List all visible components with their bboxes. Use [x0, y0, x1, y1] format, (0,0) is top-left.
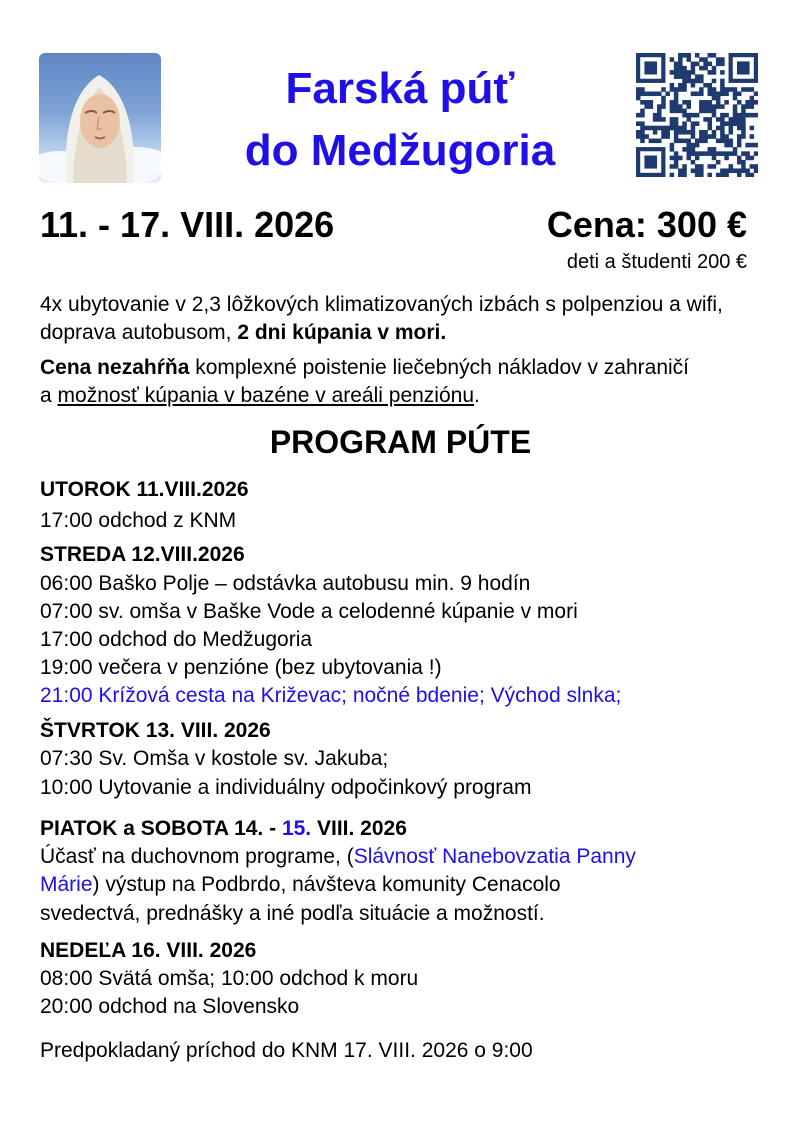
program-line: 17:00 odchod do Medžugoria: [40, 628, 313, 651]
excludes-suffix: .: [474, 384, 480, 407]
program-line: 07:00 sv. omša v Baške Vode a celodenné kúpanie v mori: [40, 600, 578, 623]
excludes-underlined: možnosť kúpania v bazéne v areáli penziónu: [57, 384, 475, 407]
program-line: 20:00 odchod na Slovensko: [40, 995, 300, 1018]
line-prefix: Účasť na duchovnom programe, (: [40, 845, 354, 868]
accommodation-bold: 2 dni kúpania v mori.: [237, 321, 447, 344]
line-suffix: ) výstup na Podbrdo, návšteva komunity Cenacolo: [92, 873, 561, 896]
heading-prefix: PIATOK a SOBOTA 14. -: [40, 817, 282, 840]
program-line: svedectvá, prednášky a iné podľa situácie a možností.: [40, 902, 545, 925]
day-heading-wednesday: STREDA 12.VIII.2026: [40, 543, 245, 566]
day-heading-sunday: NEDEĽA 16. VIII. 2026: [40, 939, 257, 962]
program-line: 17:00 odchod z KNM: [40, 509, 237, 532]
heading-suffix: VIII. 2026: [311, 817, 407, 840]
accommodation-info: [40, 291, 765, 347]
feast-name-cont: Márie: [40, 873, 93, 896]
qr-code: [636, 53, 758, 177]
title-line-1: Farská púť: [285, 64, 515, 113]
heading-blue-date: 15.: [281, 817, 312, 840]
program-line: [40, 845, 636, 869]
title-line-2: do Medžugoria: [244, 126, 556, 175]
program-line: 10:00 Uytovanie a individuálny odpočinkový program: [40, 776, 532, 799]
day-heading-tuesday: UTOROK 11.VIII.2026: [40, 478, 249, 501]
excludes-prefix: a: [40, 384, 52, 407]
feast-name: Slávnosť Nanebovzatia Panny: [353, 845, 636, 868]
excludes-text: komplexné poistenie liečebných nákladov v zahraničí: [195, 356, 690, 379]
excludes-bold: Cena nezahŕňa: [40, 356, 190, 379]
day-heading-friday-saturday: [40, 817, 407, 841]
event-dates: 11. - 17. VIII. 2026: [40, 204, 335, 245]
accommodation-text: 4x ubytovanie v 2,3 lôžkových klimatizovaných izbách s polpenziou a wifi, doprava autobusom,: [40, 293, 723, 344]
program-line: 07:30 Sv. Omša v kostole sv. Jakuba;: [40, 747, 389, 770]
program-line-highlight: 21:00 Krížová cesta na Križevac; nočné bdenie; Východ slnka;: [40, 684, 622, 707]
arrival-note: Predpokladaný príchod do KNM 17. VIII. 2026 o 9:00: [40, 1039, 533, 1062]
program-line: 06:00 Baško Polje – odstávka autobusu min. 9 hodín: [40, 572, 531, 595]
madonna-portrait: [39, 53, 161, 183]
price-discount: deti a študenti 200 €: [566, 251, 747, 273]
program-line: 08:00 Svätá omša; 10:00 odchod k moru: [40, 967, 419, 990]
event-price: Cena: 300 €: [546, 204, 747, 245]
program-line: [40, 873, 561, 897]
day-heading-thursday: ŠTVRTOK 13. VIII. 2026: [40, 719, 271, 742]
program-title: PROGRAM PÚTE: [269, 424, 532, 460]
excludes-info: [40, 354, 765, 410]
program-line: 19:00 večera v penzióne (bez ubytovania !): [40, 656, 442, 679]
